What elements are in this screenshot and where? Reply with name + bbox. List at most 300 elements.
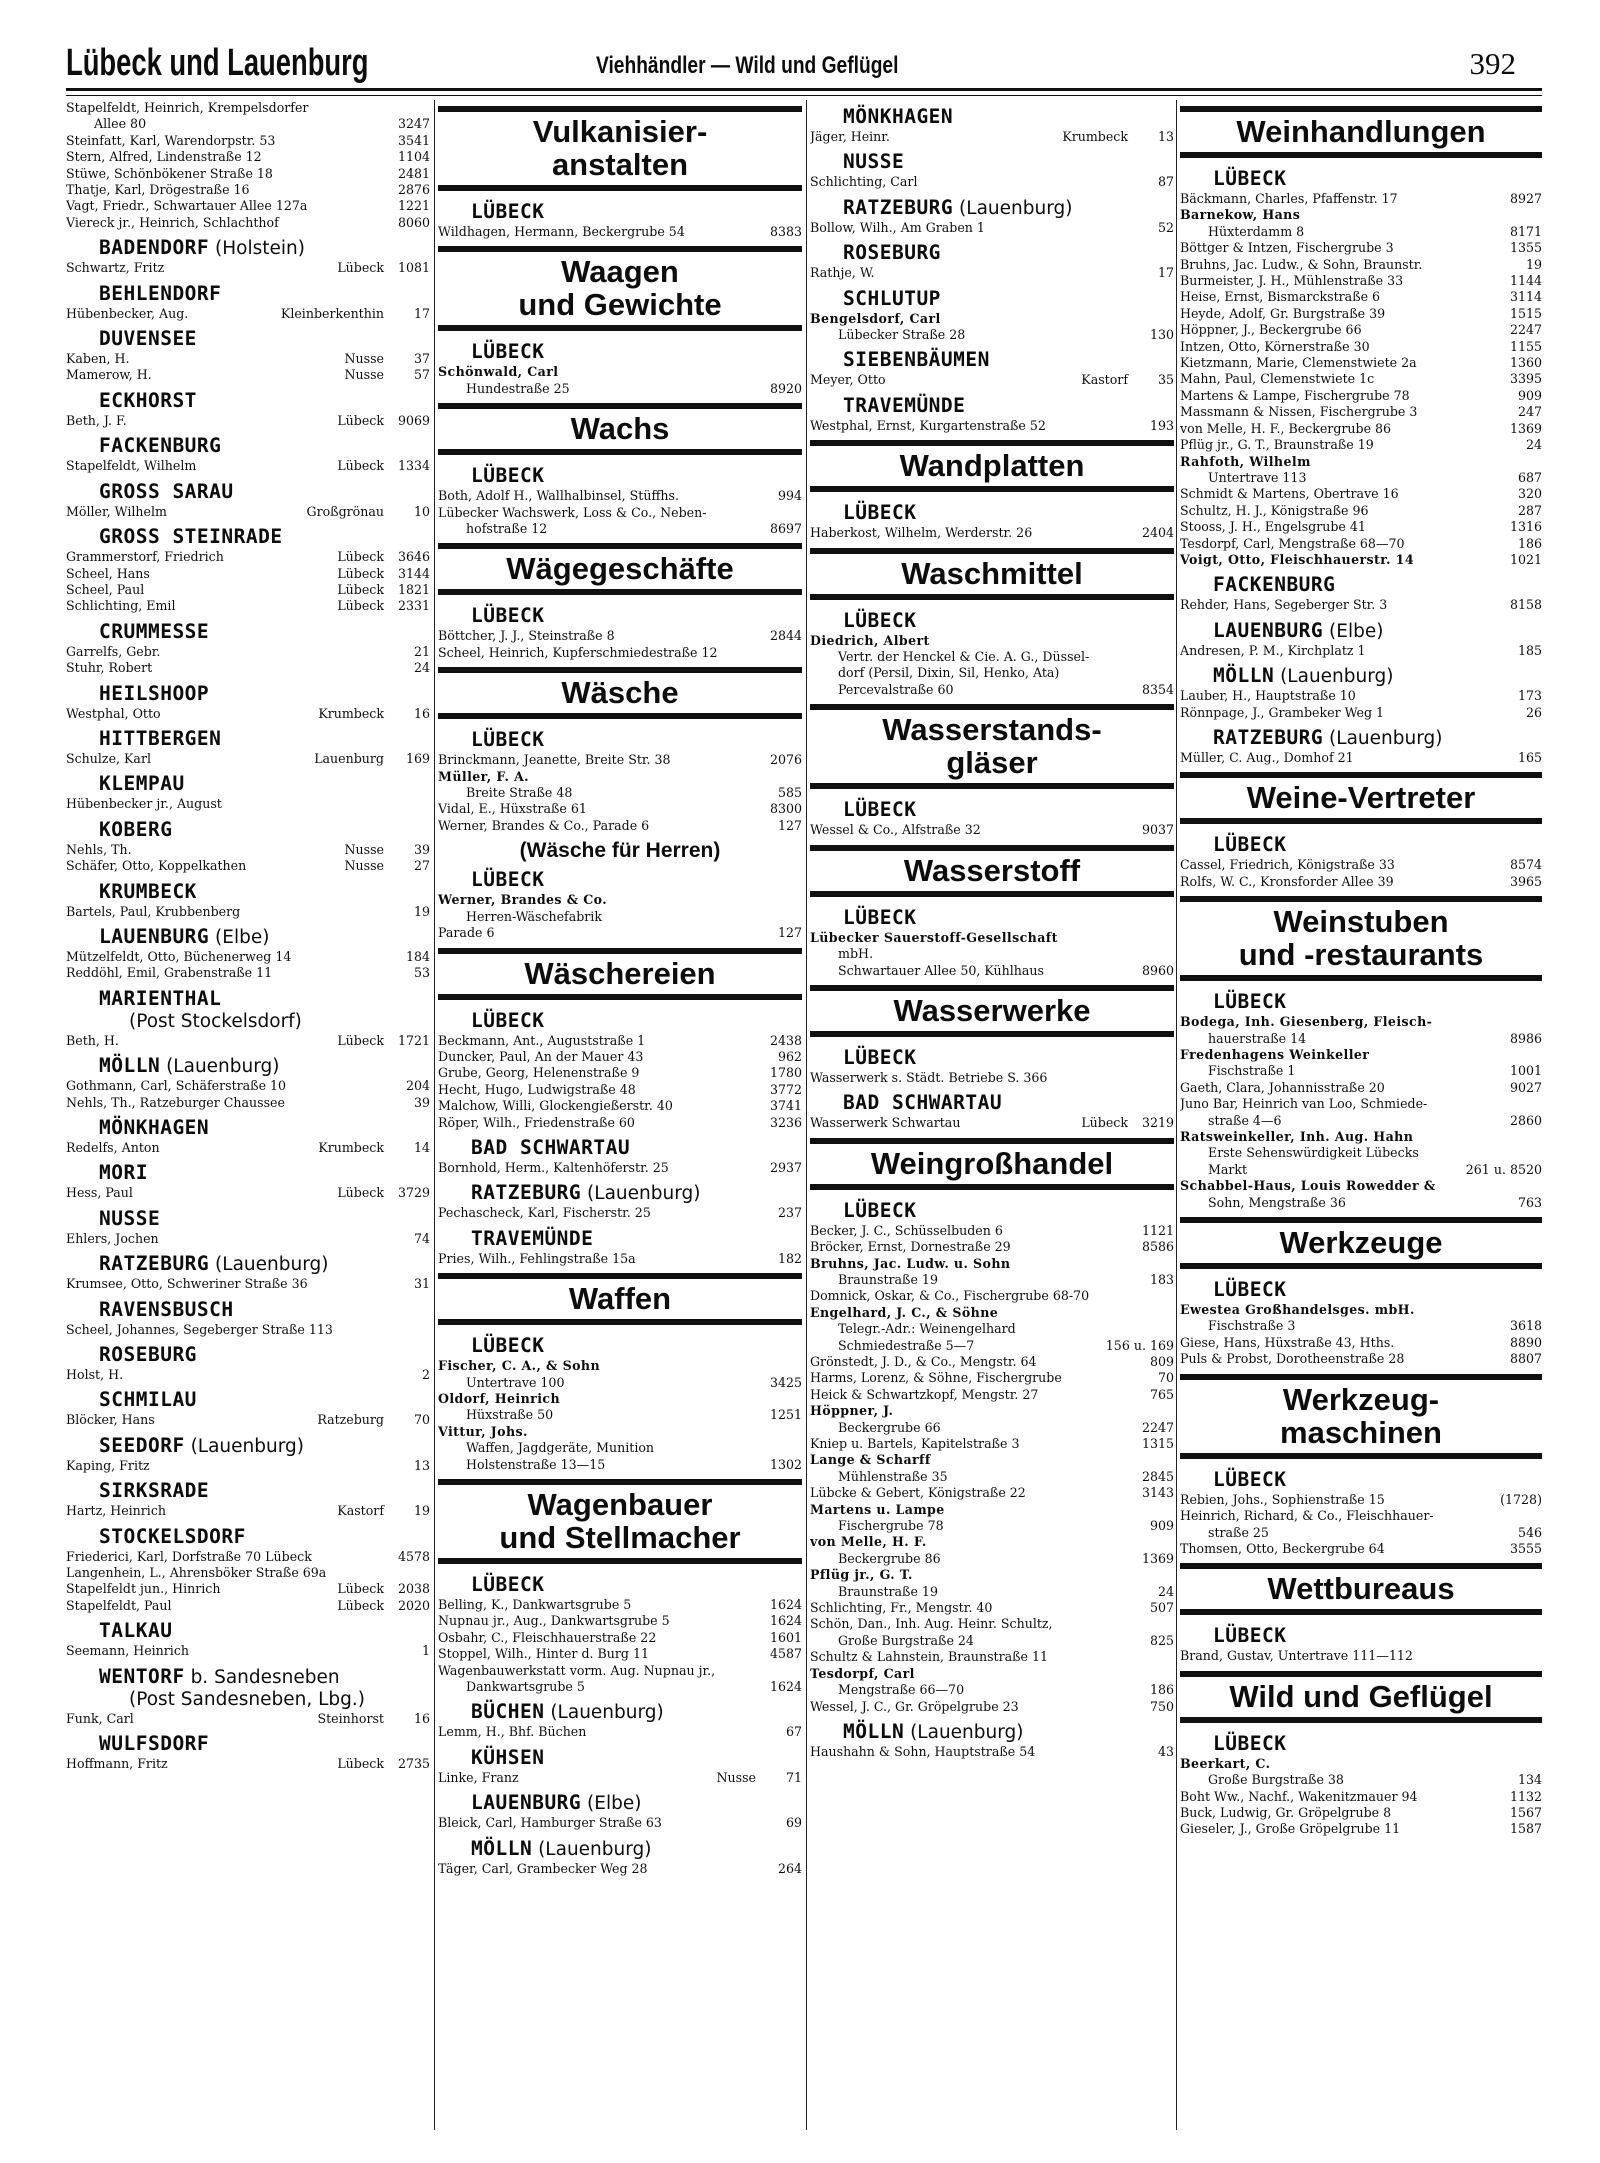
directory-entry [1180,1162,1542,1178]
header-rule-thin [66,95,1542,96]
entry-name: Oldorf, Heinrich [438,1390,561,1406]
entry-name: Bruhns, Jac. Ludw., & Sohn, Braunstr. [1180,256,1423,272]
directory-entry [438,1861,802,1877]
entry-name: Ewestea Großhandelsges. mbH. [1180,1302,1415,1318]
directory-entry [1180,1351,1542,1367]
directory-entry [1180,705,1542,721]
entry-name: Schlichting, Carl [810,174,918,190]
place-name: RATZEBURG [99,1252,210,1276]
entry-phone: 3965 [1509,873,1542,889]
directory-entry [1180,404,1542,420]
entry-place: Kastorf [337,1503,384,1519]
place-heading [471,1791,802,1814]
category-heading-line: und Stellmacher [499,1520,741,1555]
directory-entry [1180,1756,1542,1772]
entry-phone: 52 [1157,219,1174,235]
directory-entry [810,525,1174,541]
entry-phone: 8574 [1509,857,1542,873]
directory-entry [810,1616,1174,1632]
directory-entry [66,351,430,367]
directory-entry [1180,1195,1542,1211]
place-heading [99,1479,430,1502]
directory-entry [810,822,1174,838]
entry-name: Scheel, Heinrich, Kupferschmiedestraße 12 [438,644,718,660]
directory-entry [66,1231,430,1247]
entry-name: Beckergrube 86 [838,1550,941,1566]
directory-entry [810,1518,1174,1534]
entry-phone: 70 [1157,1370,1174,1386]
directory-entry [438,381,802,397]
place-heading [1213,619,1542,642]
place-name: STOCKELSDORF [99,1524,246,1548]
entry-place: Lübeck [337,1756,384,1772]
entry-phone: 261 u. 8520 [1465,1161,1542,1177]
entry-phone: 1121 [1141,1222,1174,1238]
entry-name: Beerkart, C. [1180,1755,1271,1771]
entry-name: Nehls, Th., Ratzeburger Chaussee [66,1094,285,1110]
place-heading [843,798,1174,821]
place-name: RATZEBURG [843,195,954,219]
entry-name: Rahfoth, Wilhelm [1180,453,1311,469]
entry-name: hauerstraße 14 [1208,1030,1307,1046]
entry-phone: 87 [1157,174,1174,190]
entry-name: Schwartz, Fritz [66,260,165,276]
entry-name: Nupnau jr., Aug., Dankwartsgrube 5 [438,1613,670,1629]
category-heading-line: Weinstuben [1273,904,1449,940]
category-heading-line: gläser [946,745,1038,781]
entry-phone: 8697 [769,521,802,537]
entry-name: Scheel, Hans [66,565,150,581]
place-heading [99,1525,430,1548]
entry-name: Lübecker Wachswerk, Loss & Co., Neben- [438,504,707,520]
entry-place: Lübeck [337,549,384,565]
directory-entry [438,909,802,925]
entry-name: Vagt, Friedr., Schwartauer Allee 127a [66,198,308,214]
entry-name: Thatje, Karl, Drögestraße 16 [66,182,250,198]
entry-name: dorf (Persil, Dixin, Sil, Henko, Ata) [838,665,1060,681]
directory-entry [66,1643,430,1659]
entry-name: Große Burgstraße 38 [1208,1772,1344,1788]
directory-entry [438,505,802,521]
directory-entry [438,1375,802,1391]
entry-phone: 3219 [1141,1115,1174,1131]
entry-name: Stooss, J. H., Engelsgrube 41 [1180,519,1366,535]
entry-phone: 2 [421,1367,430,1383]
directory-entry [66,198,430,214]
entry-name: Intzen, Otto, Körnerstraße 30 [1180,338,1370,354]
place-heading [471,1136,802,1159]
directory-entry [810,311,1174,327]
entry-name: Lübecker Sauerstoff-Gesellschaft [810,929,1058,945]
entry-name: Hess, Paul [66,1185,133,1201]
directory-entry [1180,1648,1542,1664]
entry-place: Lübeck [337,598,384,614]
entry-phone: 1021 [1509,551,1542,567]
entry-phone: 825 [1149,1632,1174,1648]
directory-entry [810,1567,1174,1583]
directory-entry [438,521,802,537]
entry-place: Krumbeck [1062,129,1128,144]
place-name: FACKENBURG [99,434,222,458]
directory-entry [66,549,430,565]
entry-name: Holst, H. [66,1367,124,1383]
directory-entry [810,963,1174,979]
entry-phone: 8927 [1509,191,1542,206]
place-heading [843,906,1174,929]
directory-entry [1180,1318,1542,1334]
directory-entry [810,174,1174,190]
entry-name: Telegr.-Adr.: Weinengelhard [838,1321,1016,1337]
entry-name: Wessel, J. C., Gr. Gröpelgrube 23 [810,1698,1019,1714]
place-suffix: (Elbe) [1323,620,1384,642]
directory-entry [1180,355,1542,371]
directory-entry [66,1078,430,1094]
entry-name: straße 4—6 [1208,1112,1282,1128]
entry-phone: 1104 [397,149,430,165]
entry-name: Tesdorpf, Carl [810,1665,915,1681]
entry-phone: 247 [1517,404,1542,420]
directory-entry [66,1458,430,1474]
entry-place: Kastorf [1081,372,1128,388]
directory-entry [810,1744,1174,1760]
place-name: SCHMILAU [99,1388,197,1412]
category-heading [438,543,802,595]
category-heading-line: und Gewichte [518,287,722,323]
entry-phone: 53 [413,965,430,981]
place-heading [99,1161,430,1184]
directory-column-2 [438,100,802,2140]
place-name: LÜBECK [471,340,545,364]
entry-phone: 750 [1149,1698,1174,1714]
directory-entry [810,1305,1174,1321]
place-heading [1213,573,1542,596]
entry-place: Nusse [344,841,384,857]
directory-entry [1180,1080,1542,1096]
place-name: MÖLLN [1213,664,1275,688]
directory-entry [1180,1096,1542,1112]
directory-entry [1180,1302,1542,1318]
entry-name: Reddöhl, Emil, Grabenstraße 11 [66,965,273,981]
entry-name: Holstenstraße 13—15 [466,1456,606,1472]
place-name: LÜBECK [471,464,545,488]
entry-phone: 8300 [769,801,802,817]
directory-column-4 [1180,100,1542,2140]
place-name: LÜBECK [843,905,917,929]
entry-phone: 1155 [1509,338,1542,354]
entry-phone: 8920 [769,380,802,396]
place-heading [99,1207,430,1230]
directory-entry [1180,1805,1542,1821]
directory-entry [66,306,430,322]
directory-entry [438,1407,802,1423]
directory-entry [66,133,430,149]
entry-name: Vittur, Johs. [438,1423,528,1439]
place-suffix: (Holstein) [209,238,305,260]
entry-place: Lübeck [337,1185,384,1201]
entry-name: Voigt, Otto, Fleischhauerstr. 14 [1180,551,1415,567]
entry-name: Böttger & Intzen, Fischergrube 3 [1180,240,1394,256]
directory-entry [1180,688,1542,704]
entry-name: Brinckmann, Jeanette, Breite Str. 38 [438,752,671,768]
place-heading [471,1837,802,1860]
entry-name: Massmann & Nissen, Fischergrube 3 [1180,404,1418,420]
entry-phone: 8890 [1509,1334,1542,1350]
directory-entry [810,372,1174,388]
entry-phone: 17 [1157,265,1174,281]
category-heading-line: Waffen [568,1281,672,1317]
entry-name: Haberkost, Wilhelm, Werderstr. 26 [810,525,1033,541]
place-heading [471,200,802,223]
entry-name: Schlichting, Fr., Mengstr. 40 [810,1600,993,1616]
directory-entry [810,682,1174,698]
directory-entry [1180,750,1542,766]
directory-entry [66,949,430,965]
entry-phone: 184 [405,948,430,964]
place-heading [99,620,430,643]
directory-entry [66,644,430,660]
entry-phone: 35 [1157,372,1174,388]
directory-entry [66,796,430,812]
entry-name: Rolfs, W. C., Kronsforder Allee 39 [1180,873,1394,889]
entry-phone: 264 [777,1860,802,1876]
entry-name: Stapelfeldt, Wilhelm [66,458,197,474]
place-name: ECKHORST [99,388,197,412]
entry-phone: 2020 [397,1597,430,1613]
entry-name: Tesdorpf, Carl, Mengstraße 68—70 [1180,535,1405,551]
place-name: SIEBENBÄUMEN [843,348,990,372]
entry-name: Schulze, Karl [66,750,151,766]
entry-place: Lübeck [337,581,384,597]
directory-entry [438,1205,802,1221]
category-heading [810,845,1174,897]
directory-entry [1180,1525,1542,1541]
directory-entry [1180,1113,1542,1129]
place-name: MÖNKHAGEN [843,105,954,128]
entry-name: Pries, Wilh., Fehlingstraße 15a [438,1250,636,1266]
place-heading [471,1700,802,1723]
entry-phone: 994 [777,488,802,504]
place-heading [99,525,430,548]
directory-entry [438,1724,802,1740]
directory-entry [810,1600,1174,1616]
directory-entry [810,129,1174,145]
category-heading [1180,896,1542,981]
directory-entry [1180,273,1542,289]
entry-phone: 1302 [769,1456,802,1472]
place-name: BEHLENDORF [99,281,222,305]
directory-entry [438,364,802,380]
place-heading [471,464,802,487]
entry-name: Stern, Alfred, Lindenstraße 12 [66,149,262,165]
entry-phone: 2331 [397,598,430,614]
place-name: NUSSE [843,150,905,174]
directory-entry [438,1815,802,1831]
entry-name: Schäfer, Otto, Koppelkathen [66,858,247,874]
directory-entry [438,488,802,504]
entry-name: Beth, J. F. [66,412,127,428]
entry-phone: 182 [777,1250,802,1266]
entry-place: Nusse [344,351,384,367]
entry-phone: 1355 [1509,240,1542,256]
category-heading-line: Wäsche [561,675,679,711]
entry-place: Krumbeck [318,705,384,721]
place-name: LÜBECK [1213,990,1287,1014]
entry-phone: 1624 [769,1597,802,1612]
directory-entry [1180,207,1542,223]
place-heading [843,1199,1174,1222]
place-name: KLEMPAU [99,772,185,796]
entry-name: Steinfatt, Karl, Warendorpstr. 53 [66,132,276,148]
entry-phone: 186 [1149,1682,1174,1698]
place-heading [99,1388,430,1411]
category-heading [810,985,1174,1037]
category-heading [1180,106,1542,158]
entry-name: Schwartauer Allee 50, Kühlhaus [838,962,1044,978]
entry-name: Fischergrube 78 [838,1518,944,1534]
category-heading [1180,1671,1542,1723]
entry-phone: 31 [413,1276,430,1292]
entry-phone: 8807 [1509,1351,1542,1367]
header-rule [66,88,1542,91]
entry-phone: 3772 [769,1081,802,1097]
place-name: TALKAU [99,1619,173,1643]
directory-entry [1180,1541,1542,1557]
entry-phone: 3741 [769,1098,802,1114]
entry-phone: 1369 [1509,420,1542,436]
directory-entry [1180,454,1542,470]
place-name: MÖLLN [99,1054,161,1078]
entry-name: Grube, Georg, Helenenstraße 9 [438,1065,640,1081]
category-heading-line: Wasserstands- [882,712,1102,748]
entry-phone: 134 [1517,1772,1542,1788]
entry-phone: 1221 [397,198,430,214]
entry-name: Martens & Lampe, Fischergrube 78 [1180,387,1410,403]
entry-name: Lange & Scharff [810,1452,931,1468]
directory-entry [438,1440,802,1456]
entry-phone: 39 [413,841,430,857]
entry-phone: 3425 [769,1374,802,1390]
place-name: NUSSE [99,1206,161,1230]
entry-phone: 74 [413,1230,430,1246]
place-name: MÖNKHAGEN [99,1116,210,1139]
directory-entry [1180,240,1542,256]
entry-name: Mützelfeldt, Otto, Büchenerweg 14 [66,948,292,964]
entry-name: Dankwartsgrube 5 [466,1679,585,1695]
entry-phone: 70 [413,1412,430,1428]
entry-name: Bruhns, Jac. Ludw. u. Sohn [810,1255,1011,1271]
place-heading [99,925,430,948]
entry-phone: 3541 [397,132,430,148]
place-name: ROSEBURG [99,1343,197,1367]
category-heading [810,1138,1174,1190]
directory-entry [1180,1821,1542,1837]
directory-entry [810,1223,1174,1239]
entry-name: Hoffmann, Fritz [66,1756,168,1772]
entry-phone: 1251 [769,1407,802,1423]
place-name: RATZEBURG [471,1181,582,1205]
entry-place: Großgrönau [306,503,384,519]
entry-phone: 2860 [1509,1112,1542,1128]
entry-name: Markt [1208,1161,1248,1177]
entry-name: Garrelfs, Gebr. [66,643,161,659]
directory-entry [810,1666,1174,1682]
entry-name: mbH. [838,946,873,962]
place-heading [1213,664,1542,687]
entry-phone: 8354 [1141,681,1174,697]
entry-phone: 3555 [1509,1540,1542,1556]
place-heading [471,1334,802,1357]
directory-entry [66,1565,430,1581]
place-heading [99,1054,430,1077]
place-note: (Post Stockelsdorf) [129,1010,302,1032]
place-heading [843,394,1174,417]
entry-phone: 67 [785,1724,802,1740]
entry-phone: 8158 [1509,597,1542,613]
place-suffix: b. Sandesneben [184,1666,340,1688]
directory-entry [1180,1145,1542,1161]
entry-phone: 546 [1517,1524,1542,1540]
entry-phone: 185 [1517,642,1542,658]
place-name: WULFSDORF [99,1732,210,1756]
category-heading-line: Wäschereien [524,955,716,991]
directory-entry [1180,289,1542,305]
category-heading-line: maschinen [1280,1414,1442,1450]
entry-name: Braunstraße 19 [838,1271,938,1287]
place-name: LÜBECK [843,798,917,822]
entry-name: Müller, C. Aug., Domhof 21 [1180,749,1354,765]
place-name: LÜBECK [1213,1624,1287,1648]
entry-phone: 237 [777,1205,802,1221]
entry-phone: 1624 [769,1679,802,1695]
entry-name: Scheel, Johannes, Segeberger Straße 113 [66,1321,333,1337]
directory-entry [438,1770,802,1786]
entry-name: Barnekow, Hans [1180,207,1301,223]
entry-name: Wasserwerk Schwartau [810,1115,961,1131]
entry-phone: 186 [1517,535,1542,551]
entry-name: Bengelsdorf, Carl [810,310,941,326]
directory-entry [810,1584,1174,1600]
entry-phone: 962 [777,1048,802,1064]
entry-name: Untertrave 113 [1208,469,1307,485]
directory-entry [66,1367,430,1383]
entry-phone: 3247 [397,116,430,132]
directory-entry [438,1663,802,1679]
entry-phone: 156 u. 169 [1105,1337,1174,1353]
directory-entry [1180,486,1542,502]
entry-name: Hübenbecker jr., August [66,796,222,812]
place-heading [99,327,430,350]
entry-name: Burmeister, J. H., Mühlenstraße 33 [1180,273,1404,289]
place-name: SCHLUTUP [843,286,941,310]
entry-name: Juno Bar, Heinrich van Loo, Schmiede- [1180,1096,1428,1112]
directory-entry [810,1403,1174,1419]
directory-entry [810,633,1174,649]
place-heading [843,348,1174,371]
directory-entry [810,1256,1174,1272]
directory-entry [810,1485,1174,1501]
place-heading [99,1619,430,1642]
entry-phone: 2247 [1141,1419,1174,1435]
category-heading-line: Wachs [570,411,670,447]
directory-entry [438,1630,802,1646]
entry-phone: 173 [1517,688,1542,704]
category-heading-line: und -restaurants [1238,937,1484,973]
directory-entry [810,220,1174,236]
category-heading-line: Wandplatten [899,448,1085,484]
entry-name: Große Burgstraße 24 [838,1632,974,1648]
entry-phone: 1821 [397,581,430,597]
entry-name: Osbahr, C., Fleischhauerstraße 22 [438,1629,657,1645]
